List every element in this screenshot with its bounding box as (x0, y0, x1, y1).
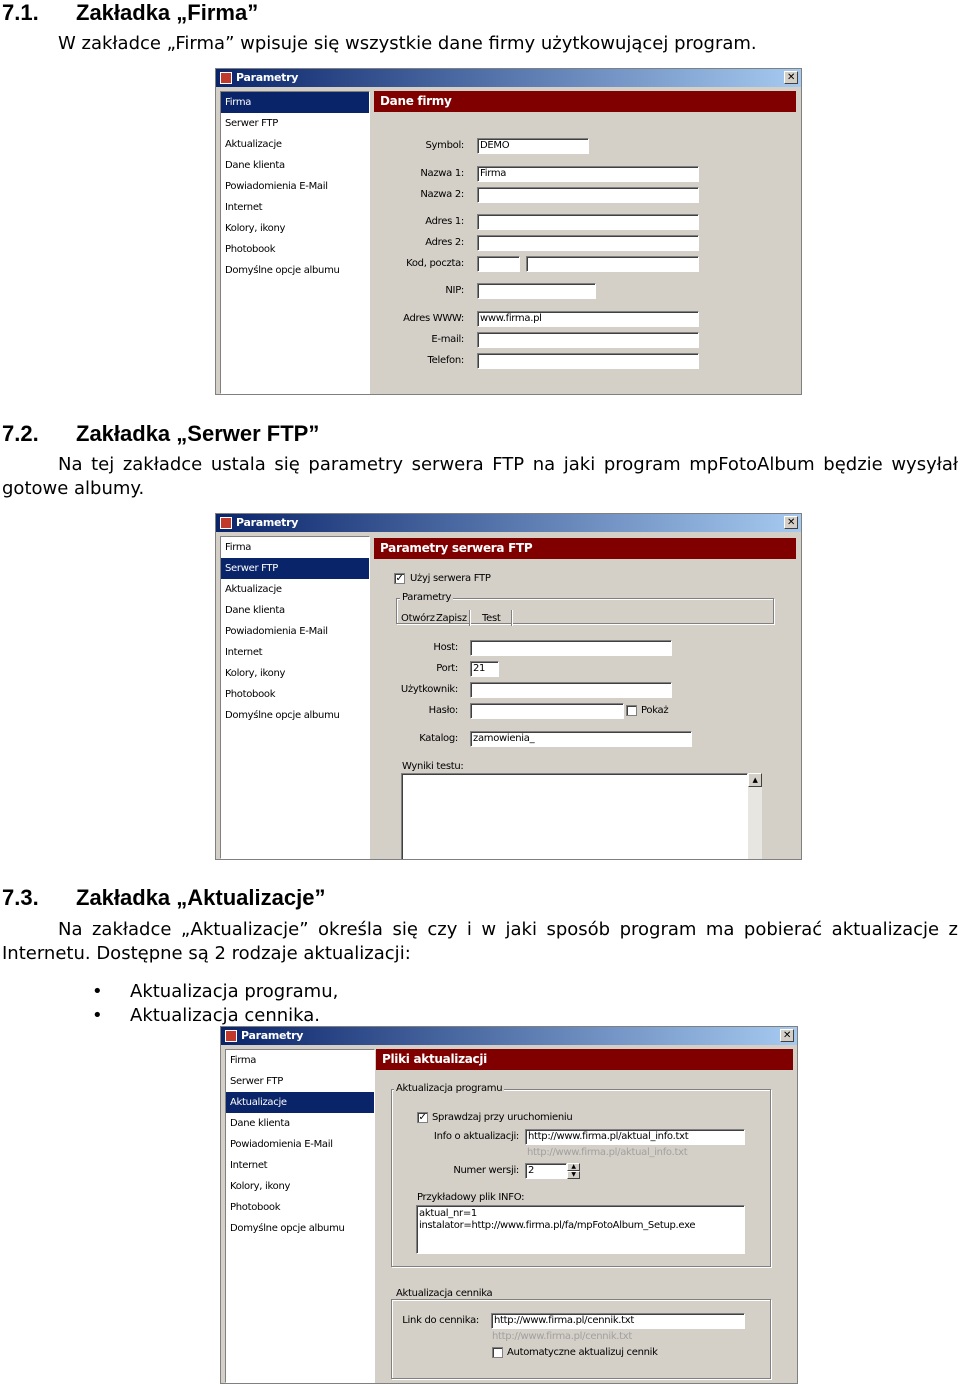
window-titlebar (216, 514, 801, 532)
sidebar-item-domyslne-opcje[interactable]: Domyślne opcje albumu (230, 1223, 345, 1234)
port-label: Port: (436, 663, 458, 674)
nazwa1-label: Nazwa 1: (420, 168, 464, 179)
sidebar-item-powiadomienia[interactable]: Powiadomienia E-Mail (230, 1139, 333, 1150)
sidebar-item-photobook[interactable]: Photobook (230, 1202, 281, 1213)
panel-header: Parametry serwera FTP (374, 538, 796, 559)
sidebar-item-firma[interactable]: Firma (225, 542, 252, 553)
spin-down-icon[interactable]: ▼ (567, 1171, 580, 1179)
window-title: Parametry (241, 1029, 304, 1042)
symbol-label: Symbol: (425, 140, 464, 151)
close-icon[interactable]: ✕ (784, 516, 798, 529)
sidebar-item-dane-klienta[interactable]: Dane klienta (230, 1118, 290, 1129)
nip-input[interactable] (477, 283, 596, 299)
host-input[interactable] (470, 640, 672, 656)
version-input[interactable]: 2 (525, 1163, 567, 1179)
telefon-label: Telefon: (427, 355, 464, 366)
sidebar-item-kolory[interactable]: Kolory, ikony (225, 668, 286, 679)
catalog-input[interactable]: zamowienia_ (470, 731, 692, 747)
kod-input[interactable] (477, 256, 520, 272)
port-input[interactable]: 21 (470, 661, 499, 677)
sidebar-list (225, 1049, 375, 1383)
price-update-group-title: Aktualizacja cennika (396, 1288, 493, 1299)
parametry-window-ftp (215, 513, 802, 860)
sidebar-list (220, 91, 370, 394)
price-link-input[interactable]: http://www.firma.pl/cennik.txt (491, 1313, 745, 1329)
parametry-window-firma (215, 68, 802, 395)
window-title: Parametry (236, 71, 299, 84)
window-titlebar (216, 69, 801, 87)
sample-info-area[interactable]: aktual_nr=1 instalator=http://www.firma.pl/fa/mpFotoAlbum_Setup.exe (416, 1205, 745, 1254)
telefon-input[interactable] (477, 353, 699, 369)
window-titlebar (221, 1027, 797, 1045)
catalog-label: Katalog: (419, 733, 458, 744)
sidebar-item-photobook[interactable]: Photobook (225, 689, 276, 700)
toolbar-separator (469, 610, 470, 626)
open-button[interactable]: Otwórz (401, 613, 435, 624)
test-results-area[interactable] (401, 773, 748, 860)
adres2-input[interactable] (477, 235, 699, 251)
user-label: Użytkownik: (400, 684, 458, 695)
sidebar-item-domyslne-opcje[interactable]: Domyślne opcje albumu (225, 710, 340, 721)
adres1-input[interactable] (477, 214, 699, 230)
sample-info-label: Przykładowy plik INFO: (417, 1192, 525, 1203)
adres1-label: Adres 1: (425, 216, 464, 227)
password-label: Hasło: (428, 705, 458, 716)
adres2-label: Adres 2: (425, 237, 464, 248)
sidebar-item-domyslne-opcje[interactable]: Domyślne opcje albumu (225, 265, 340, 276)
list-item: • Aktualizacja programu, (90, 980, 338, 1004)
version-label: Numer wersji: (453, 1165, 519, 1176)
sidebar-list (220, 536, 370, 859)
sidebar-item-firma[interactable]: Firma (221, 92, 369, 113)
sidebar-item-aktualizacje[interactable]: Aktualizacje (225, 584, 282, 595)
app-icon (225, 1030, 237, 1042)
use-ftp-checkbox[interactable]: ✓ (395, 573, 404, 584)
section-number: 7.1. (2, 0, 39, 25)
save-button[interactable]: Zapisz (436, 613, 467, 624)
close-icon[interactable]: ✕ (780, 1029, 794, 1042)
test-results-scrollbar[interactable] (748, 773, 762, 860)
scroll-up-icon[interactable]: ▲ (748, 773, 762, 787)
section-7-3-text: Na zakładce „Aktualizacje” określa się czy i w jaki sposób program ma pobierać aktualizacje z Internetu. Dostępne są 2 rodzaje aktualizacji: (2, 919, 958, 964)
auto-update-price-checkbox[interactable] (492, 1347, 503, 1358)
sidebar-item-internet[interactable]: Internet (225, 647, 263, 658)
nazwa2-input[interactable] (477, 187, 699, 203)
sidebar-item-dane-klienta[interactable]: Dane klienta (225, 605, 285, 616)
section-7-1-heading (2, 0, 258, 26)
section-title: Zakładka „Aktualizacje” (76, 885, 326, 910)
list-item: • Aktualizacja cennika. (90, 1004, 338, 1028)
sidebar-item-powiadomienia[interactable]: Powiadomienia E-Mail (225, 626, 328, 637)
sidebar-item-internet[interactable]: Internet (230, 1160, 268, 1171)
sidebar-item-powiadomienia[interactable]: Powiadomienia E-Mail (225, 181, 328, 192)
window-title: Parametry (236, 516, 299, 529)
update-info-label: Info o aktualizacji: (433, 1131, 519, 1142)
sidebar-item-serwer-ftp[interactable]: Serwer FTP (225, 118, 278, 129)
panel-header: Pliki aktualizacji (376, 1049, 793, 1070)
app-icon (220, 72, 232, 84)
spin-up-icon[interactable]: ▲ (567, 1163, 580, 1171)
show-password-checkbox[interactable] (626, 705, 637, 716)
sidebar-item-internet[interactable]: Internet (225, 202, 263, 213)
sidebar-item-serwer-ftp[interactable]: Serwer FTP (221, 558, 369, 579)
section-title: Zakładka „Firma” (76, 0, 259, 25)
sidebar-item-aktualizacje[interactable]: Aktualizacje (225, 139, 282, 150)
password-input[interactable] (470, 703, 624, 719)
nip-label: NIP: (445, 285, 464, 296)
email-label: E-mail: (431, 334, 464, 345)
version-stepper[interactable] (567, 1163, 580, 1179)
www-input[interactable]: www.firma.pl (477, 311, 699, 327)
email-input[interactable] (477, 332, 699, 348)
host-label: Host: (433, 642, 458, 653)
section-7-2-text: Na tej zakładce ustala się parametry serwera FTP na jaki program mpFotoAlbum będzie wysyłał gotowe albumy. (2, 454, 958, 499)
section-7-1-text: W zakładce „Firma” wpisuje się wszystkie dane firmy użytkowującej program. (58, 33, 757, 54)
sidebar-item-firma[interactable]: Firma (230, 1055, 257, 1066)
nazwa2-label: Nazwa 2: (420, 189, 464, 200)
kod-poczta-label: Kod, poczta: (406, 258, 464, 269)
app-icon (220, 517, 232, 529)
update-info-hint: http://www.firma.pl/aktual_info.txt (527, 1147, 688, 1158)
sidebar-item-photobook[interactable]: Photobook (225, 244, 276, 255)
symbol-input[interactable]: DEMO (477, 138, 589, 154)
close-icon[interactable]: ✕ (784, 71, 798, 84)
price-link-hint: http://www.firma.pl/cennik.txt (492, 1331, 633, 1342)
sidebar-item-kolory[interactable]: Kolory, ikony (225, 223, 286, 234)
www-label: Adres WWW: (403, 313, 464, 324)
use-ftp-label: Użyj serwera FTP (410, 573, 491, 584)
program-update-group-title: Aktualizacja programu (396, 1083, 503, 1094)
sidebar-item-aktualizacje[interactable]: Aktualizacje (226, 1092, 374, 1113)
sidebar-item-dane-klienta[interactable]: Dane klienta (225, 160, 285, 171)
toolbar-separator (511, 610, 512, 626)
nazwa1-input[interactable]: Firma (477, 166, 699, 182)
auto-update-price-label: Automatyczne aktualizuj cennik (507, 1347, 658, 1358)
show-password-label: Pokaż (641, 705, 669, 716)
update-types-list (90, 980, 338, 1028)
section-number: 7.2. (2, 421, 39, 446)
check-on-start-checkbox[interactable]: ✓ (418, 1112, 427, 1123)
price-link-label: Link do cennika: (402, 1315, 479, 1326)
test-results-label: Wyniki testu: (402, 761, 464, 772)
parametry-group-title: Parametry (402, 592, 452, 603)
sidebar-item-kolory[interactable]: Kolory, ikony (230, 1181, 291, 1192)
poczta-input[interactable] (526, 256, 699, 272)
update-info-input[interactable]: http://www.firma.pl/aktual_info.txt (525, 1129, 745, 1145)
section-title: Zakładka „Serwer FTP” (76, 421, 320, 446)
section-7-2-heading (2, 421, 319, 447)
test-button[interactable]: Test (482, 613, 501, 624)
user-input[interactable] (470, 682, 672, 698)
parametry-window-aktualizacje (220, 1026, 798, 1384)
check-on-start-label: Sprawdzaj przy uruchomieniu (432, 1112, 573, 1123)
section-number: 7.3. (2, 885, 39, 910)
section-7-3-heading (2, 885, 325, 911)
panel-header: Dane firmy (374, 91, 796, 112)
sidebar-item-serwer-ftp[interactable]: Serwer FTP (230, 1076, 283, 1087)
